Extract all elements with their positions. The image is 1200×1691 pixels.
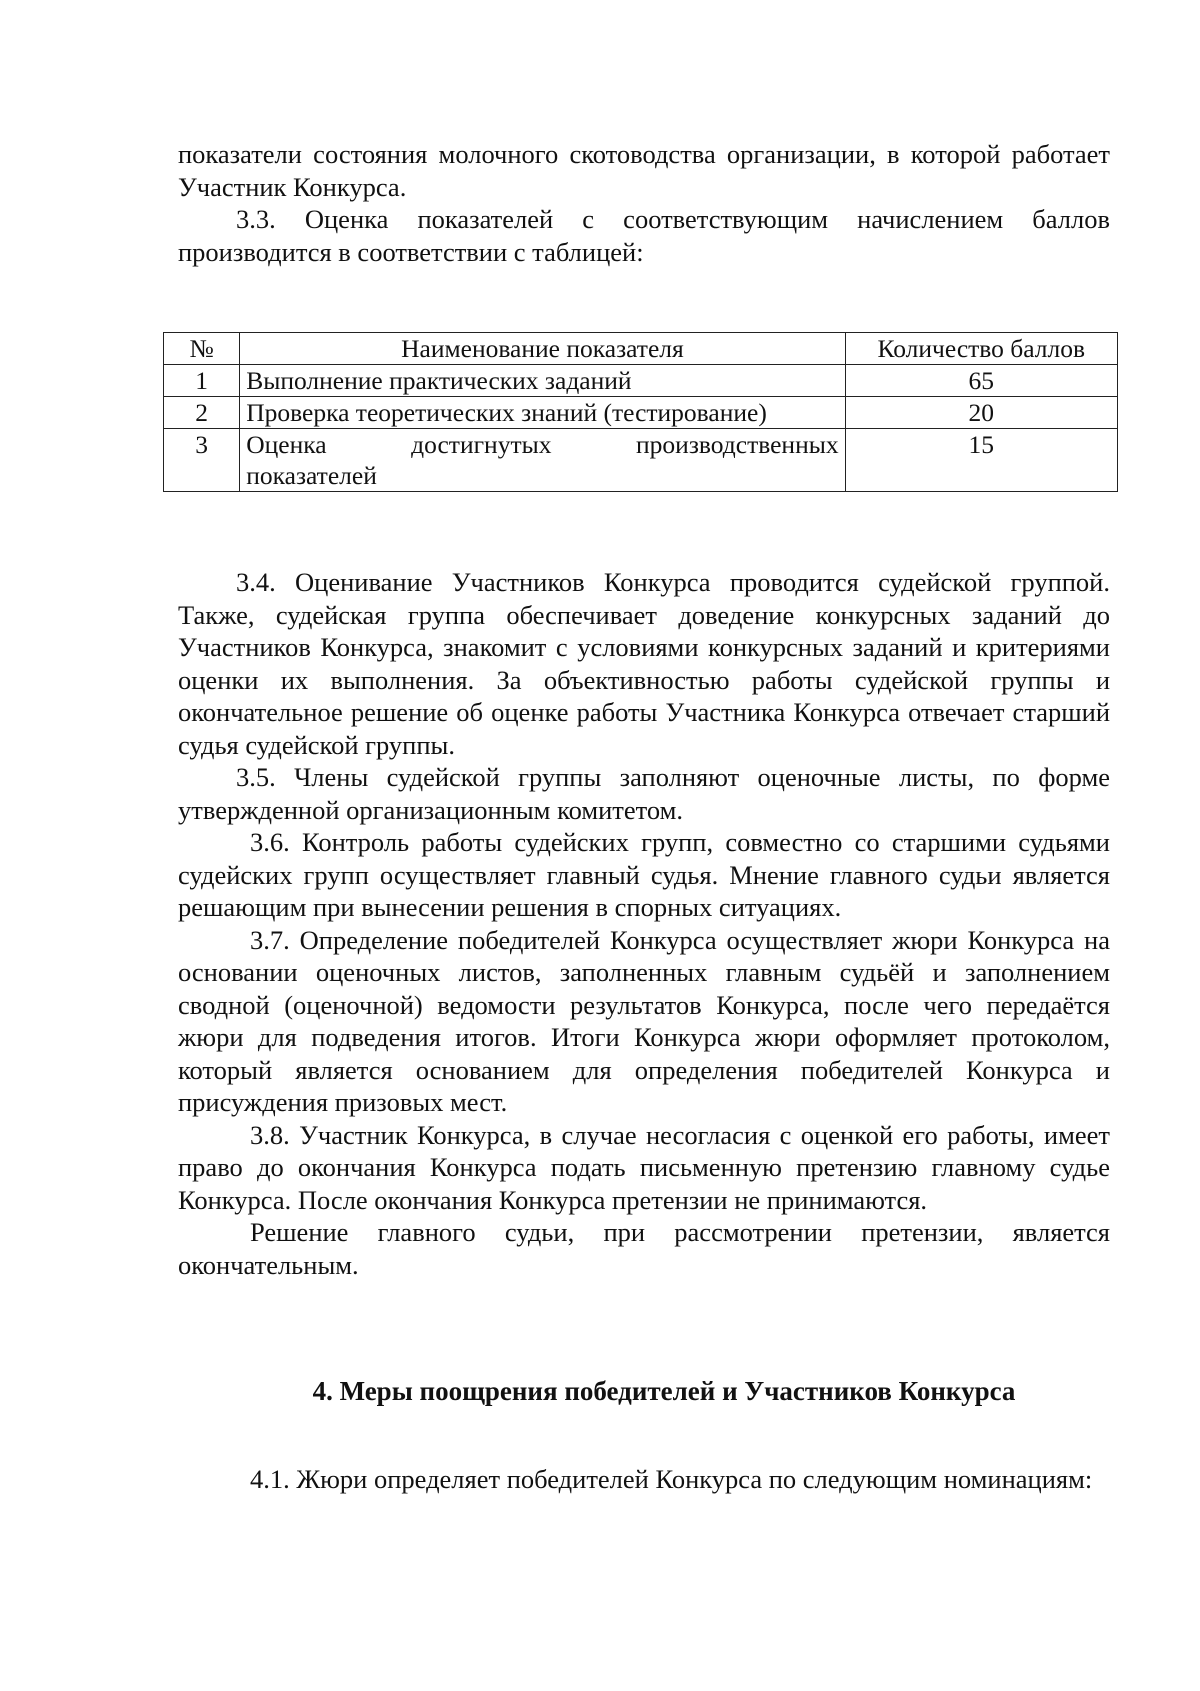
row-number: 1 (164, 365, 240, 397)
table-row (164, 365, 1118, 397)
row-indicator-name: Проверка теоретических знаний (тестирование) (240, 397, 845, 429)
section-4-block (178, 1463, 1110, 1496)
row-number: 3 (164, 429, 240, 492)
table-row (164, 397, 1118, 429)
header-indicator-name: Наименование показателя (240, 333, 845, 365)
paragraph-3-6: 3.6. Контроль работы судейских групп, совместно со старшими судьями судейских групп осуществляет главный судья. Мнение главного судьи является решающим при вынесении решения в спорных ситуациях. (178, 827, 1110, 922)
header-number: № (164, 333, 240, 365)
header-score: Количество баллов (845, 333, 1117, 365)
intro-block (178, 138, 1110, 268)
row-indicator-name: Выполнение практических заданий (240, 365, 845, 397)
paragraph-3-7: 3.7. Определение победителей Конкурса осуществляет жюри Конкурса на основании оценочных листов, заполненных главным судьёй и заполнением сводной (оценочной) ведомости результатов Конкурса, после чего передаётся жюри для подведения итогов. Итоги Конкурса жюри оформляет протоколом, который является основанием для определения победителей Конкурса и присуждения призовых мест. (178, 924, 1110, 1117)
row-indicator-name-line2: показателей (246, 461, 377, 490)
judging-block (178, 566, 1110, 1281)
row-indicator-name-line1: Оценка достигнутых производственных (246, 430, 839, 459)
row-score: 20 (845, 397, 1117, 429)
row-score: 65 (845, 365, 1117, 397)
paragraph-3-3: 3.3. Оценка показателей с соответствующим начислением баллов производится в соответствии с таблицей: (178, 204, 1110, 267)
table-row (164, 429, 1118, 492)
paragraph-intro-continuation: показатели состояния молочного скотоводства организации, в которой работает Участник Конкурса. (178, 139, 1110, 202)
paragraph-4-1: 4.1. Жюри определяет победителей Конкурса по следующим номинациям: (250, 1464, 1093, 1494)
section-4-heading: 4. Меры поощрения победителей и Участников Конкурса (312, 1376, 1016, 1406)
paragraph-3-5: 3.5. Члены судейской группы заполняют оценочные листы, по форме утвержденной организационным комитетом. (178, 762, 1110, 825)
row-score: 15 (845, 429, 1117, 492)
table-header-row (164, 333, 1118, 365)
paragraph-3-4: 3.4. Оценивание Участников Конкурса проводится судейской группой. Также, судейская группа обеспечивает доведение конкурсных заданий до Участников Конкурса, знакомит с условиями конкурсных заданий и критериями оценки их выполнения. За объективностью работы судейской группы и окончательное решение об оценке работы Участника Конкурса отвечает старший судья судейской группы. (178, 567, 1110, 760)
score-table (163, 332, 1118, 492)
paragraph-3-8: 3.8. Участник Конкурса, в случае несогласия с оценкой его работы, имеет право до окончания Конкурса подать письменную претензию главному судье Конкурса. После окончания Конкурса претензии не принимаются. (178, 1119, 1110, 1215)
row-number: 2 (164, 397, 240, 429)
row-indicator-name (240, 429, 845, 492)
paragraph-final-decision: Решение главного судьи, при рассмотрении претензии, является окончательным. (178, 1217, 1110, 1280)
